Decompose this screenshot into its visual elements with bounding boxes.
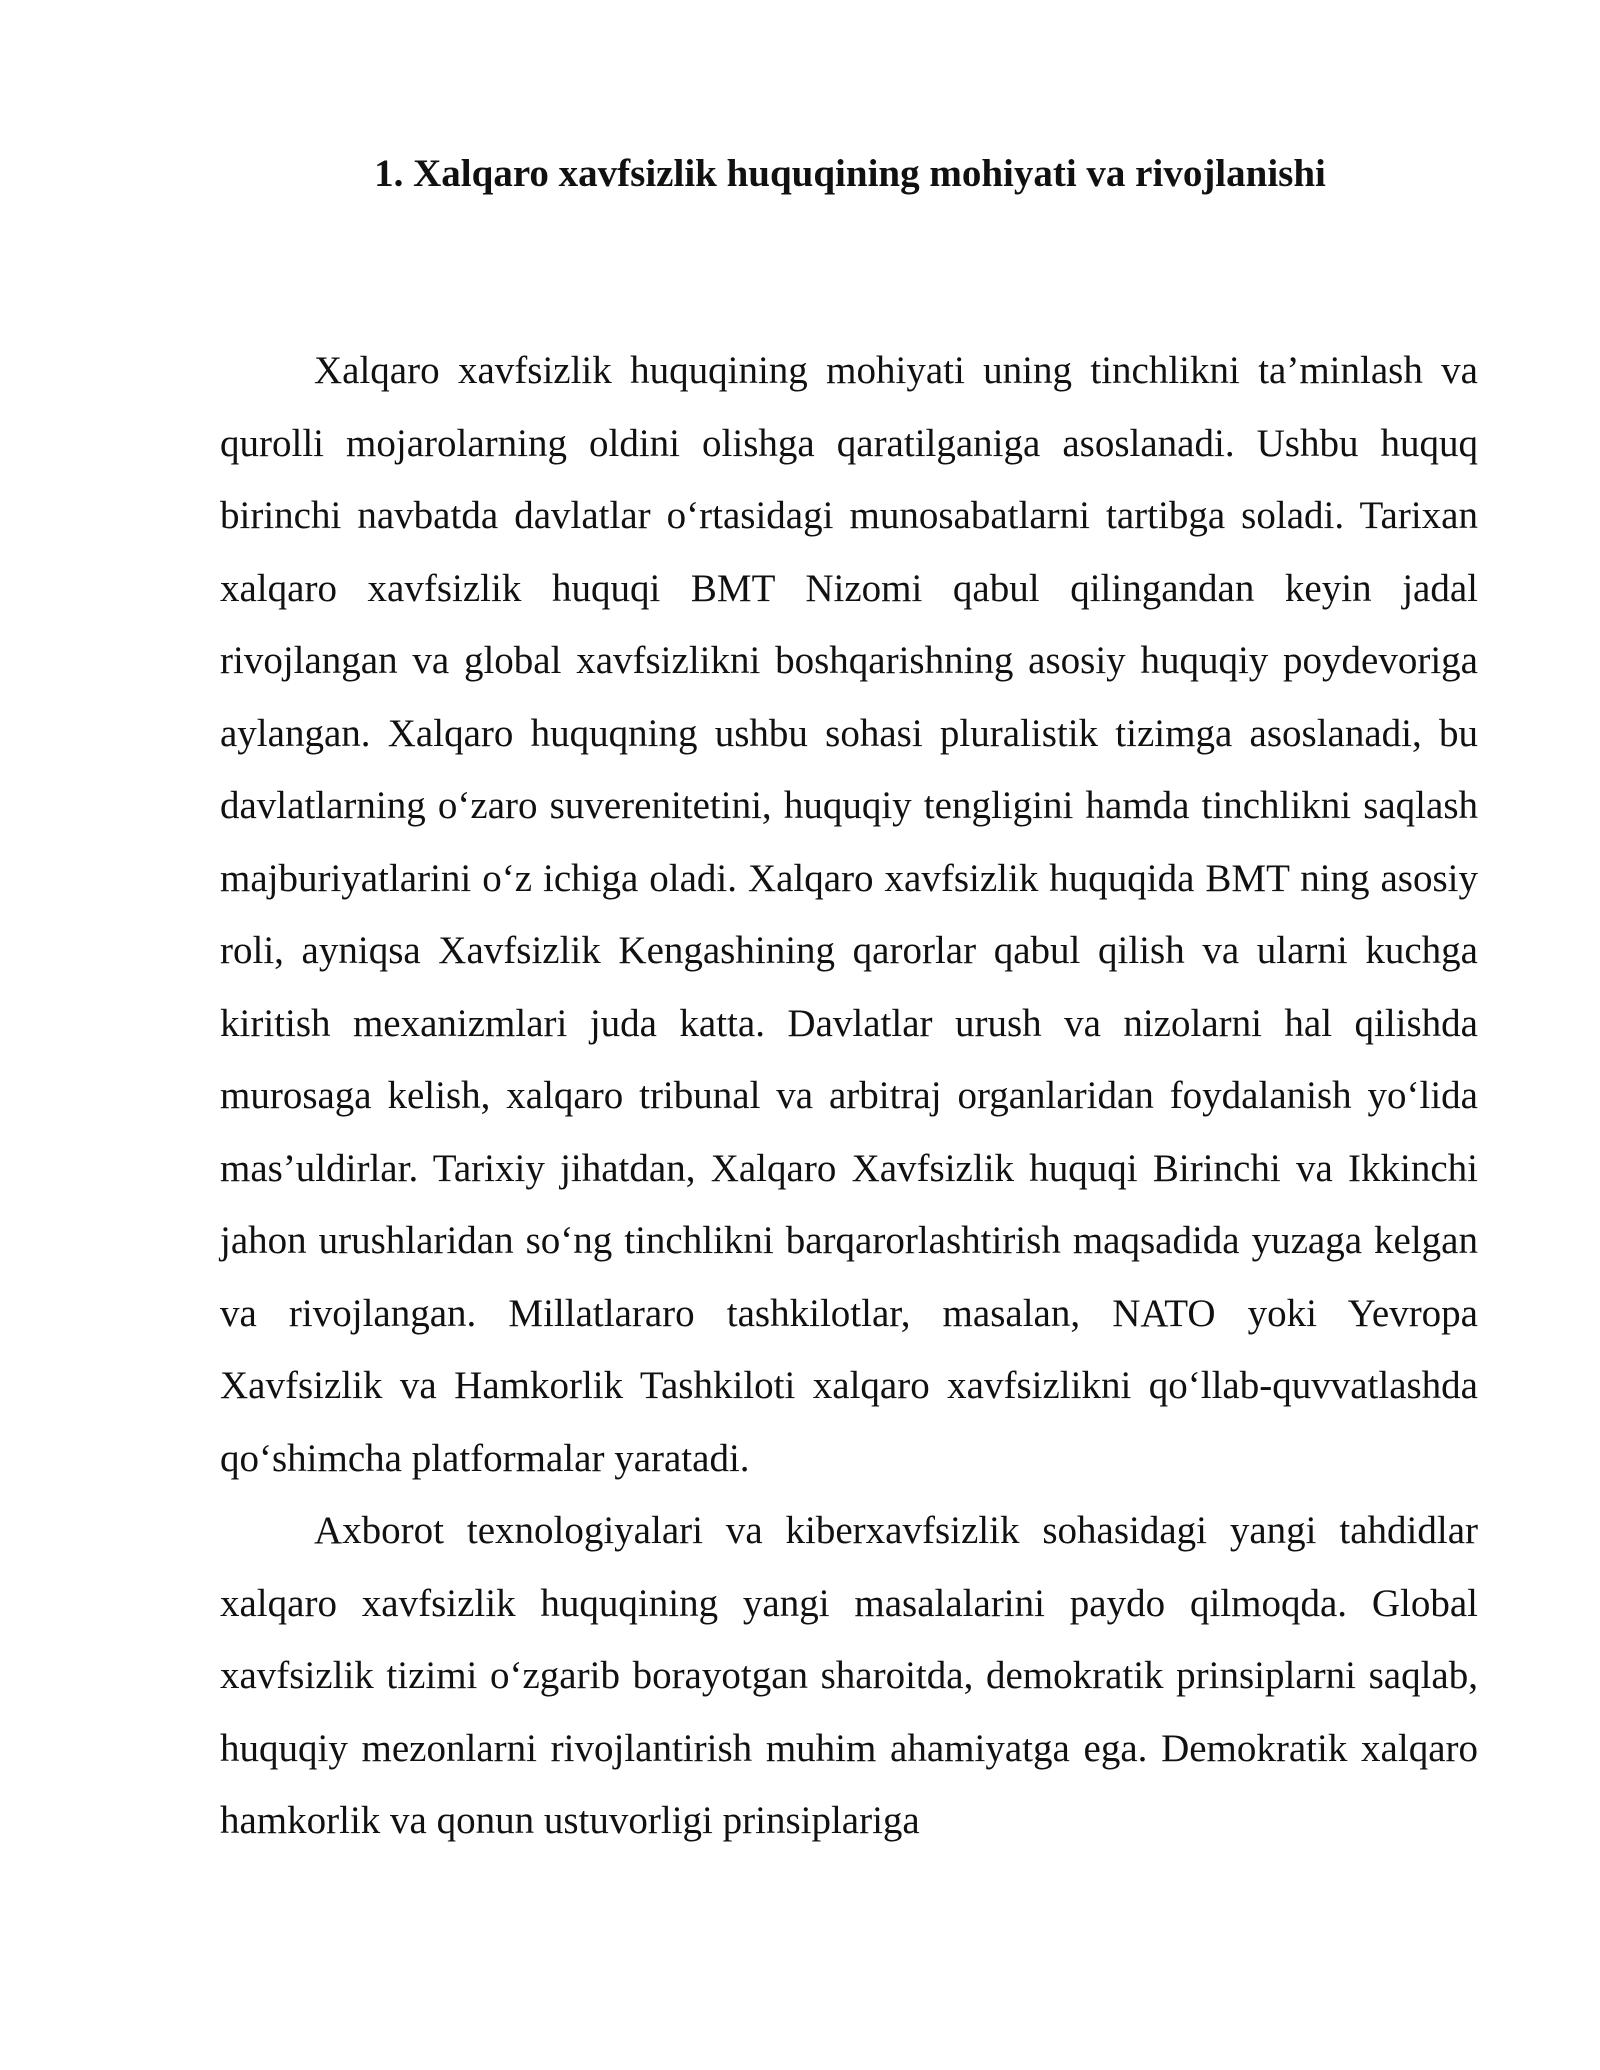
paragraph-1: Xalqaro xavfsizlik huquqining mohiyati uning tinchlikni ta’minlash va qurolli mojarolarning oldini olishga qaratilganiga asoslanadi. Ushbu huquq birinchi navbatda davlatlar o‘rtasidagi munosabatlarni tartibga soladi. Tarixan xalqaro xavfsizlik huquqi BMT Nizomi qabul qilingandan keyin jadal rivojlangan va global xavfsizlikni boshqarishning asosiy huquqiy poydevoriga aylangan. Xalqaro huquqning ushbu sohasi pluralistik tizimga asoslanadi, bu davlatlarning o‘zaro suverenitetini, huquqiy tengligini hamda tinchlikni saqlash majburiyatlarini o‘z ichiga oladi. Xalqaro xavfsizlik huquqida BMT ning asosiy roli, ayniqsa Xavfsizlik Kengashining qarorlar qabul qilish va ularni kuchga kiritish mexanizmlari juda katta. Davlatlar urush va nizolarni hal qilishda murosaga kelish, xalqaro tribunal va arbitraj organlaridan foydalanish yo‘lida mas’uldirlar. Tarixiy jihatdan, Xalqaro Xavfsizlik huquqi Birinchi va Ikkinchi jahon urushlaridan so‘ng tinchlikni barqarorlashtirish maqsadida yuzaga kelgan va rivojlangan. Millatlararo tashkilotlar, masalan, NATO yoki Yevropa Xavfsizlik va Hamkorlik Tashkiloti xalqaro xavfsizlikni qo‘llab-quvvatlashda qo‘shimcha platformalar yaratadi. [220, 349, 1478, 1480]
section-heading: 1. Xalqaro xavfsizlik huquqining mohiyati va rivojlanishi [374, 152, 1326, 195]
body-text [220, 335, 1478, 1858]
paragraph-2: Axborot texnologiyalari va kiberxavfsizlik sohasidagi yangi tahdidlar xalqaro xavfsizlik huquqining yangi masalalarini paydo qilmoqda. Global xavfsizlik tizimi o‘zgarib borayotgan sharoitda, demokratik prinsiplarni saqlab, huquqiy mezonlarni rivojlantirish muhim ahamiyatga ega. Demokratik xalqaro hamkorlik va qonun ustuvorligi prinsiplariga [220, 1509, 1478, 1842]
